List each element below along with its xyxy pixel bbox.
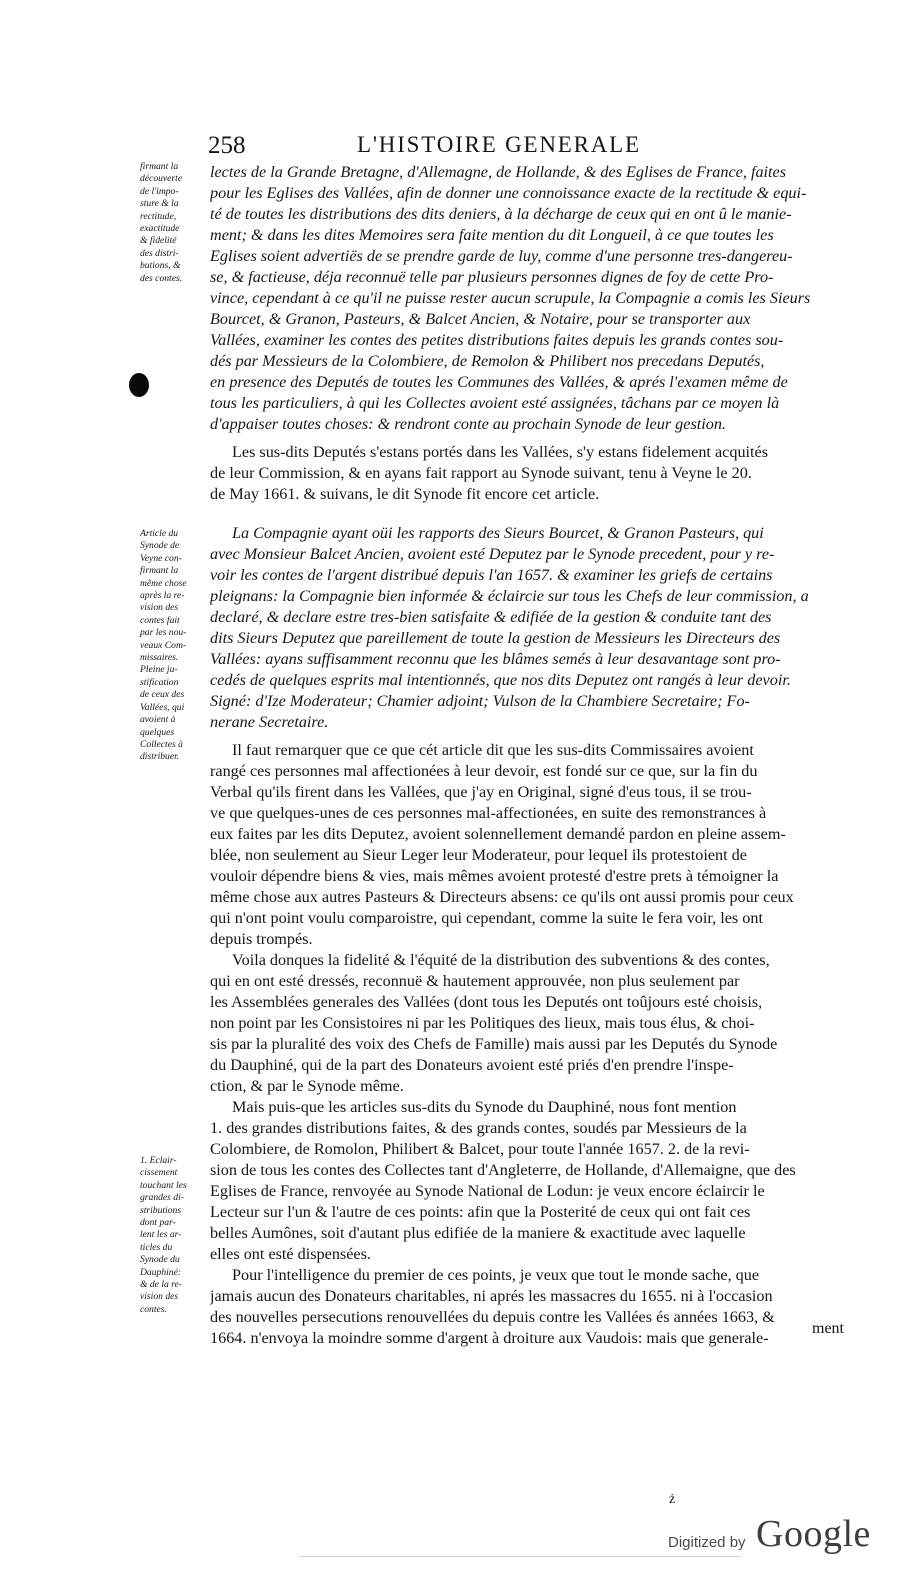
margin-note: 1. Eclair- cissement touchant les grandes di- stributions dont par- lent les ar- ticles du Synode du Dauphiné: & de la re- vision des contes. bbox=[140, 1155, 187, 1315]
text-line: ction, & par le Synode même. bbox=[210, 1077, 404, 1095]
text-line: tous les particuliers, à qui les Collectes avoient esté assignées, tâchans par ce moyen là bbox=[210, 394, 780, 412]
page-header bbox=[205, 132, 855, 162]
paragraph bbox=[210, 1265, 855, 1349]
text-line: jamais aucun des Donateurs charitables, ni aprés les massacres du 1655. ni à l'occasion bbox=[210, 1287, 773, 1305]
text-line: pleignans: la Compagnie bien informée & éclaircie sur tous les Chefs de leur commission, a bbox=[210, 587, 809, 605]
text-line: lectes de la Grande Bretagne, d'Allemagne, de Hollande, & des Eglises de France, faites bbox=[210, 163, 787, 181]
text-line: non point par les Consistoires ni par les Politiques des lieux, mais tous élus, & choi- bbox=[210, 1014, 755, 1032]
page-mark: ż bbox=[669, 1492, 676, 1507]
text-line: Eglises soient advertiës de se prendre garde de luy, comme d'une personne tres-dangereu- bbox=[210, 247, 793, 265]
paragraph bbox=[210, 950, 855, 1097]
text-line: Pour l'intelligence du premier de ces points, je veux que tout le monde sache, que bbox=[232, 1266, 760, 1284]
text-line: qui n'ont point voulu comparoistre, qui cependant, comme la suite le fera voir, les ont bbox=[210, 909, 763, 927]
text-line: sis par la pluralité des voix des Chefs de Famille) mais aussi par les Deputés du Synode bbox=[210, 1035, 778, 1053]
margin-note: firmant la découverte de l'impo- sture & la rectitude, exactitude & fidelité des distri- butions, & des contes. bbox=[140, 161, 183, 284]
digitized-prefix: Digitized by bbox=[668, 1534, 746, 1551]
text-line: declaré, & declare estre tres-bien satisfaite & edifiée de la gestion & conduite tant des bbox=[210, 608, 772, 626]
page-number: 258 bbox=[208, 132, 246, 159]
text-line: Les sus-dits Deputés s'estans portés dans les Vallées, s'y estans fidelement acquités bbox=[232, 443, 769, 461]
paragraph bbox=[210, 523, 855, 733]
text-line: rangé ces personnes mal affectionées à leur devoir, est fondé sur ce que, sur la fin du bbox=[210, 762, 758, 780]
text-line: dits Sieurs Deputez que pareillement de toute la gestion de Messieurs les Directeurs des bbox=[210, 629, 781, 647]
text-line: Lecteur sur l'un & l'autre de ces points: afin que la Posterité de ceux qui ont fait ces bbox=[210, 1203, 751, 1221]
paragraph bbox=[210, 442, 855, 505]
text-line: des nouvelles persecutions renouvellées du depuis contre les Vallées és années 1663, & bbox=[210, 1308, 775, 1326]
text-line: Mais puis-que les articles sus-dits du Synode du Dauphiné, nous font mention bbox=[232, 1098, 737, 1116]
text-line: de May 1661. & suivans, le dit Synode fit encore cet article. bbox=[210, 485, 600, 503]
text-line: voir les contes de l'argent distribué depuis l'an 1657. & examiner les griefs de certains bbox=[210, 566, 773, 584]
text-line: cedés de quelques esprits mal intentionnés, que nos dits Deputez ont rangés à leur devoir. bbox=[210, 671, 791, 689]
text-line: pour les Eglises des Vallées, afin de donner une connoissance exacte de la rectitude & equi- bbox=[210, 184, 807, 202]
text-line: Il faut remarquer que ce que cét article dit que les sus-dits Commissaires avoient bbox=[232, 741, 754, 759]
text-line: eux faites par les dits Deputez, avoient solennellement demandé pardon en pleine assem- bbox=[210, 825, 786, 843]
text-line: avec Monsieur Balcet Ancien, avoient esté Deputez par le Synode precedent, pour y re- bbox=[210, 545, 775, 563]
running-head: L'HISTOIRE GENERALE bbox=[357, 132, 641, 157]
text-line: belles Aumônes, soit d'autant plus edifiée de la maniere & exactitude avec laquelle bbox=[210, 1224, 746, 1242]
margin-note: Article du Synode de Veyne con- firmant la même chose après la re- vision des contes fait par les nou- veaux Com- missaires. Pleine ju- stification de ceux des Vallées, qui avoient à quelques Collectes à distribuer. bbox=[140, 528, 187, 763]
text-line: té de toutes les distributions des dits deniers, à la décharge de ceux qui en ont û le manie- bbox=[210, 205, 792, 223]
catchword: ment bbox=[812, 1320, 844, 1337]
ink-blot bbox=[129, 373, 149, 397]
text-line: Eglises de France, renvoyée au Synode National de Lodun: je veux encore éclaircir le bbox=[210, 1182, 765, 1200]
text-line: nerane Secretaire. bbox=[210, 713, 329, 731]
paragraph bbox=[210, 740, 855, 950]
text-line: les Assemblées generales des Vallées (dont tous les Deputés ont toûjours esté choisis, bbox=[210, 993, 763, 1011]
text-line: La Compagnie ayant oüi les rapports des Sieurs Bourcet, & Granon Pasteurs, qui bbox=[232, 524, 764, 542]
text-line: du Dauphiné, qui de la part des Donateurs avoient esté priés d'en prendre l'inspe- bbox=[210, 1056, 734, 1074]
text-line: vince, cependant à ce qu'il ne puisse rester aucun scrupule, la Compagnie a comis les Sieurs bbox=[210, 289, 811, 307]
text-line: qui en ont esté dressés, reconnuë & hautement approuvée, non plus seulement par bbox=[210, 972, 740, 990]
text-line: vouloir dépendre biens & vies, mais mêmes avoient protesté d'estre prets à témoigner la bbox=[210, 867, 779, 885]
text-line: se, & factieuse, déja reconnuë telle par plusieurs personnes dignes de foy de cette Pro- bbox=[210, 268, 774, 286]
text-line: Verbal qu'ils firent dans les Vallées, que j'ay en Original, signé d'eus tous, il se trou- bbox=[210, 783, 752, 801]
paragraph bbox=[210, 1097, 855, 1265]
text-line: Voila donques la fidelité & l'équité de la distribution des subventions & des contes, bbox=[232, 951, 770, 969]
text-line: sion de tous les contes des Collectes tant d'Angleterre, de Hollande, d'Allemaigne, que des bbox=[210, 1161, 796, 1179]
digitized-by-watermark bbox=[668, 1512, 888, 1562]
google-logo: Google bbox=[756, 1513, 871, 1555]
text-line: Colombiere, de Romolon, Philibert & Balcet, pour toute l'année 1657. 2. de la revi- bbox=[210, 1140, 750, 1158]
text-line: Bourcet, & Granon, Pasteurs, & Balcet Ancien, & Notaire, pour se transporter aux bbox=[210, 310, 751, 328]
text-line: de leur Commission, & en ayans fait rapport au Synode suivant, tenu à Veyne le 20. bbox=[210, 464, 752, 482]
paragraph bbox=[210, 162, 855, 435]
text-line: dés par Messieurs de la Colombiere, de Remolon & Philibert nos precedans Deputés, bbox=[210, 352, 765, 370]
text-line: 1664. n'envoya la moindre somme d'argent à droiture aux Vaudois: mais que generale- bbox=[210, 1329, 769, 1347]
text-line: Vallées: ayans suffisamment reconnu que les blâmes semés à leur desavantage sont pro- bbox=[210, 650, 781, 668]
text-line: ve que quelques-unes de ces personnes mal-affectionées, en suite des remonstrances à bbox=[210, 804, 767, 822]
text-line: ment; & dans les dites Memoires sera faite mention du dit Longueil, à ce que toutes les bbox=[210, 226, 774, 244]
text-line: en presence des Deputés de toutes les Communes des Vallées, & aprés l'examen même de bbox=[210, 373, 788, 391]
text-line: elles ont esté dispensées. bbox=[210, 1245, 371, 1263]
text-line: d'appaiser toutes choses: & rendront conte au prochain Synode de leur gestion. bbox=[210, 415, 726, 433]
text-line: Vallées, examiner les contes des petites distributions faites depuis les grands contes sou- bbox=[210, 331, 784, 349]
text-line: même chose aux autres Pasteurs & Directeurs absens: ce qu'ils ont aussi promis pour ceux bbox=[210, 888, 794, 906]
text-line: depuis trompés. bbox=[210, 930, 313, 948]
text-line: Signé: d'Ize Moderateur; Chamier adjoint; Vulson de la Chambiere Secretaire; Fo- bbox=[210, 692, 750, 710]
text-line: blée, non seulement au Sieur Leger leur Moderateur, pour lequel ils protestoient de bbox=[210, 846, 747, 864]
text-line: 1. des grandes distributions faites, & des grands contes, soudés par Messieurs de la bbox=[210, 1119, 747, 1137]
